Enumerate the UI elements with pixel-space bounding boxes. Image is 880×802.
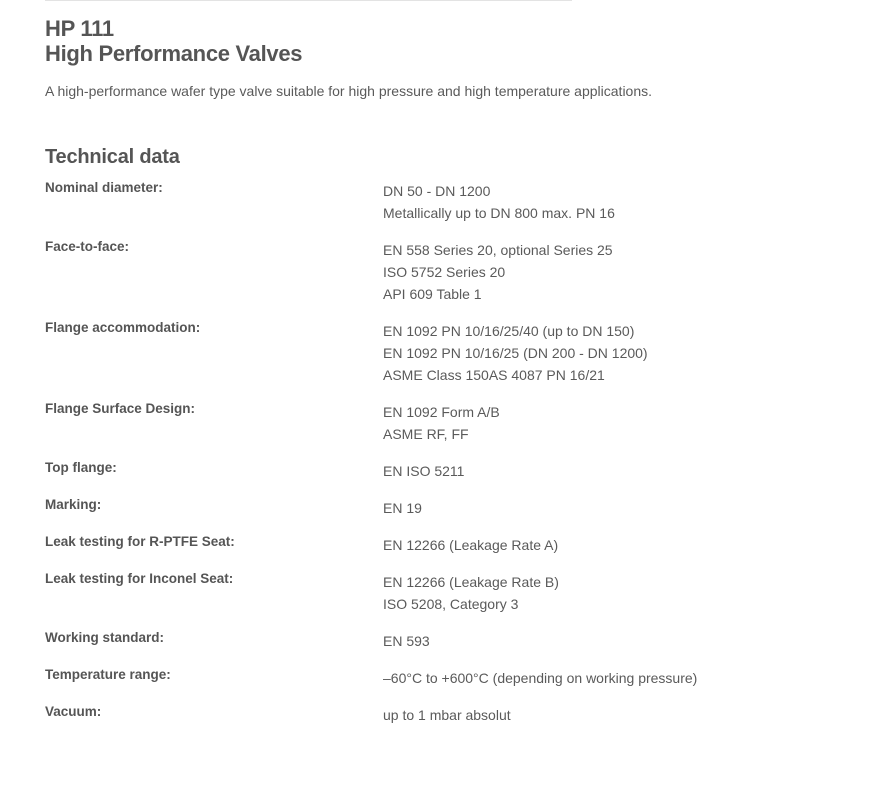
spec-label: Leak testing for Inconel Seat: [45, 571, 234, 586]
spec-value: EN 1092 Form A/B [383, 404, 500, 420]
spec-label: Flange Surface Design: [45, 401, 196, 416]
spec-value: EN 19 [383, 500, 422, 516]
spec-value: ASME Class 150AS 4087 PN 16/21 [383, 367, 605, 383]
spec-value: ASME RF, FF [383, 426, 469, 442]
spec-values [383, 460, 845, 482]
spec-values [383, 534, 845, 556]
spec-label: Leak testing for R-PTFE Seat: [45, 534, 235, 549]
spec-label: Temperature range: [45, 667, 171, 682]
spec-value: DN 50 - DN 1200 [383, 183, 491, 199]
spec-value: –60°C to +600°C (depending on working pressure) [383, 670, 698, 686]
spec-label: Marking: [45, 497, 102, 512]
spec-values [383, 497, 845, 519]
product-code: HP 111 [45, 16, 114, 41]
spec-values [383, 630, 845, 652]
spec-value: EN ISO 5211 [383, 463, 465, 479]
spec-value: EN 12266 (Leakage Rate A) [383, 537, 559, 553]
spec-value: EN 1092 PN 10/16/25 (DN 200 - DN 1200) [383, 345, 648, 361]
spec-values [383, 239, 845, 305]
spec-row [45, 320, 845, 386]
spec-label: Face-to-face: [45, 239, 130, 254]
spec-row [45, 534, 845, 556]
spec-row [45, 401, 845, 445]
product-name: High Performance Valves [45, 41, 303, 66]
spec-value: EN 558 Series 20, optional Series 25 [383, 242, 613, 258]
spec-label: Flange accommodation: [45, 320, 201, 335]
spec-value: ISO 5752 Series 20 [383, 264, 506, 280]
product-header [45, 16, 845, 66]
spec-value: up to 1 mbar absolut [383, 707, 511, 723]
spec-value: EN 593 [383, 633, 430, 649]
spec-label: Working standard: [45, 630, 165, 645]
spec-values [383, 180, 845, 224]
spec-value: ISO 5208, Category 3 [383, 596, 519, 612]
spec-value: Metallically up to DN 800 max. PN 16 [383, 205, 615, 221]
top-divider [45, 0, 572, 1]
spec-values [383, 401, 845, 445]
spec-row [45, 630, 845, 652]
spec-label: Top flange: [45, 460, 117, 475]
spec-value: API 609 Table 1 [383, 286, 482, 302]
spec-row [45, 497, 845, 519]
spec-values [383, 667, 845, 689]
technical-data-heading: Technical data [45, 146, 180, 168]
spec-row [45, 571, 845, 615]
technical-data-table [45, 180, 845, 741]
spec-label: Nominal diameter: [45, 180, 163, 195]
spec-row [45, 180, 845, 224]
spec-row [45, 460, 845, 482]
spec-values [383, 320, 845, 386]
product-description: A high-performance wafer type valve suitable for high pressure and high temperature applications. [45, 83, 653, 99]
spec-row [45, 667, 845, 689]
spec-values [383, 571, 845, 615]
spec-label: Vacuum: [45, 704, 102, 719]
spec-row [45, 239, 845, 305]
spec-row [45, 704, 845, 726]
spec-values [383, 704, 845, 726]
spec-value: EN 1092 PN 10/16/25/40 (up to DN 150) [383, 323, 635, 339]
spec-value: EN 12266 (Leakage Rate B) [383, 574, 559, 590]
